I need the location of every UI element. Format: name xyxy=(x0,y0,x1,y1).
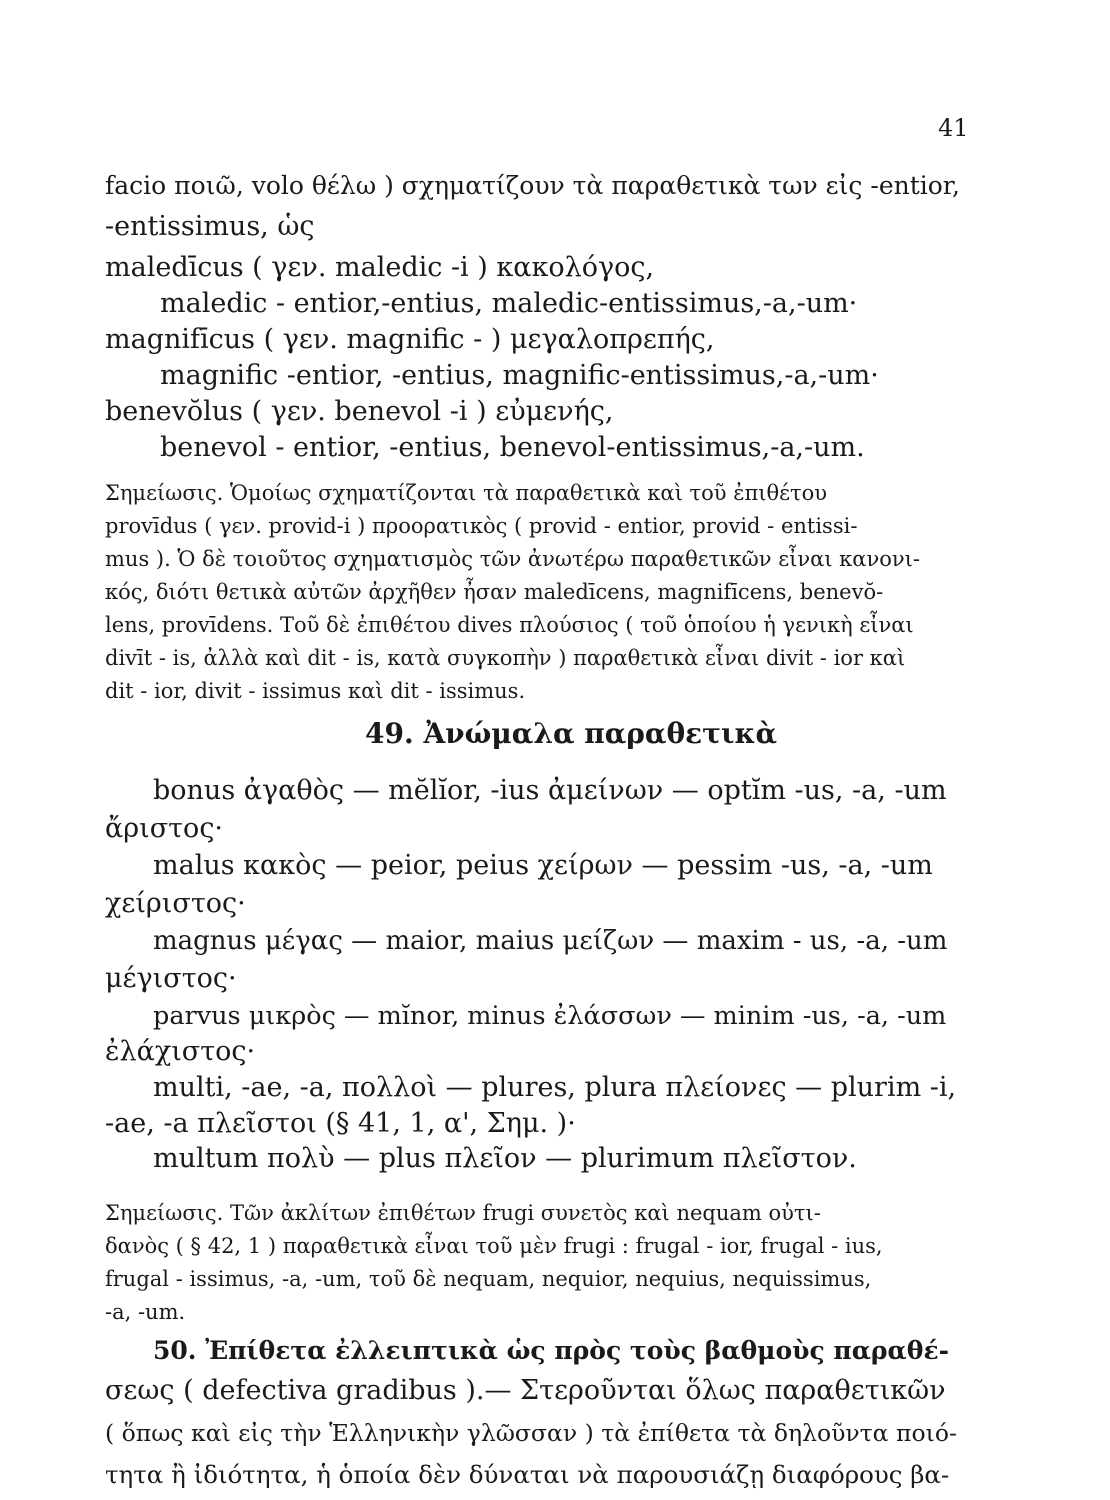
text-line: χείριστος· xyxy=(105,888,246,919)
text-line: maledic - entior,-entius, maledic-entissimus,-a,-um· xyxy=(160,288,858,319)
text-line: σεως ( defectiva gradibus ).— Στεροῦνται ὅλως παραθετικῶν xyxy=(105,1375,946,1406)
text-line: τητα ἢ ἰδιότητα, ἡ ὁποία δὲν δύναται νὰ παρουσιάζῃ διαφόρους βα- xyxy=(105,1460,950,1489)
text-line: malus κακὸς — peior, peius χείρων — pessim -us, -a, -um xyxy=(153,850,933,881)
text-line: -entissimus, ὡς xyxy=(105,211,315,242)
note-line: δανὸς ( § 42, 1 ) παραθετικὰ εἶναι τοῦ μὲν frugi : frugal - ior, frugal - ius, xyxy=(105,1234,883,1258)
text-line: ( ὅπως καὶ εἰς τὴν Ἑλληνικὴν γλῶσσαν ) τὰ ἐπίθετα τὰ δηλοῦντα ποιό- xyxy=(105,1419,957,1447)
note-line: mus ). Ὁ δὲ τοιοῦτος σχηματισμὸς τῶν ἀνωτέρω παραθετικῶν εἶναι κανονι- xyxy=(105,547,920,571)
text-line: -ae, -a πλεῖστοι (§ 41, 1, α', Σημ. )· xyxy=(105,1108,576,1139)
text-line: magnus μέγας — maior, maius μείζων — maxim - us, -a, -um xyxy=(153,926,948,956)
note-line: lens, provīdens. Τοῦ δὲ ἐπιθέτου dives πλούσιος ( τοῦ ὁποίου ἡ γενικὴ εἶναι xyxy=(105,613,914,637)
page-number: 41 xyxy=(938,114,969,142)
note-line: -a, -um. xyxy=(105,1300,186,1324)
note-line: frugal - issimus, -a, -um, τοῦ δὲ nequam, nequior, nequius, nequissimus, xyxy=(105,1267,872,1291)
text-line: multi, -ae, -a, πολλοὶ — plures, plura πλείονες — plurim -i, xyxy=(153,1072,957,1103)
text-line: ἄριστος· xyxy=(105,813,224,844)
text-line: multum πολὺ — plus πλεῖον — plurimum πλεῖστον. xyxy=(153,1143,857,1174)
text-line: magnific -entior, -entius, magnific-entissimus,-a,-um· xyxy=(160,360,879,391)
section-50-heading: 50. Ἐπίθετα ἐλλειπτικὰ ὡς πρὸς τοὺς βαθμοὺς παραθέ- xyxy=(153,1336,950,1365)
text-line: facio ποιῶ, volo θέλω ) σχηματίζουν τὰ παραθετικὰ των εἰς -entior, xyxy=(105,171,960,200)
text-line: magnifīcus ( γεν. magnific - ) μεγαλοπρεπής, xyxy=(105,324,715,355)
text-line: ἐλάχιστος· xyxy=(105,1036,256,1067)
note-line: divīt - is, ἀλλὰ καὶ dit - is, κατὰ συγκοπὴν ) παραθετικὰ εἶναι divit - ior καὶ xyxy=(105,646,906,670)
text-line: maledīcus ( γεν. maledic -i ) κακολόγος, xyxy=(105,252,655,283)
note-line: Σημείωσις. Ὁμοίως σχηματίζονται τὰ παραθετικὰ καὶ τοῦ ἐπιθέτου xyxy=(105,481,828,505)
note-line: dit - ior, divit - issimus καὶ dit - issimus. xyxy=(105,679,526,703)
section-49-heading: 49. Ἀνώμαλα παραθετικὰ xyxy=(365,717,778,750)
text-line: benevol - entior, -entius, benevol-entissimus,-a,-um. xyxy=(160,432,865,463)
text-line: benevŏlus ( γεν. benevol -i ) εὐμενής, xyxy=(105,396,614,427)
text-line: parvus μικρὸς — mĭnor, minus ἐλάσσων — minim -us, -a, -um xyxy=(153,1001,947,1031)
text-line: bonus ἀγαθὸς — mĕlĭor, -ius ἀμείνων — optĭm -us, -a, -um xyxy=(153,775,947,806)
note-line: provīdus ( γεν. provid-i ) προορατικὸς ( provid - entior, provid - entissi- xyxy=(105,514,858,538)
text-line: μέγιστος· xyxy=(105,963,237,994)
note-line: Σημείωσις. Τῶν ἀκλίτων ἐπιθέτων frugi συνετὸς καὶ nequam οὐτι- xyxy=(105,1201,821,1225)
note-line: κός, διότι θετικὰ αὐτῶν ἀρχῆθεν ἦσαν maledīcens, magnifīcens, benevŏ- xyxy=(105,580,884,604)
